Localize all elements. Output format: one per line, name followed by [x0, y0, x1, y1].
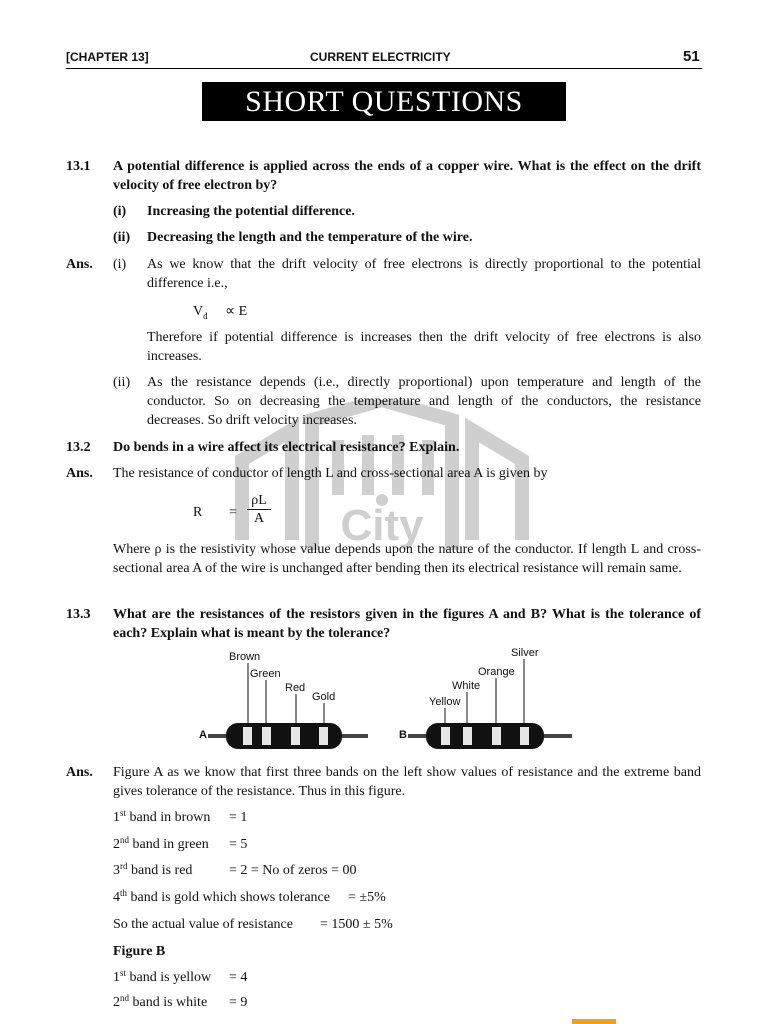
svg-text:City: City — [340, 501, 424, 550]
band-line — [113, 888, 330, 907]
sub-number: (ii) — [113, 375, 131, 390]
ordinal-suffix: th — [120, 888, 128, 898]
ordinal: 1 — [113, 970, 120, 985]
answer-label: Ans. — [66, 466, 93, 481]
band-value: = 1 — [229, 810, 248, 825]
sub-number: (i) — [113, 257, 127, 272]
question-text: A potential difference is applied across the ends of a copper wire. What is the effect on the drift velocity of free electron by? — [113, 159, 701, 193]
band-description: band in green — [132, 837, 209, 852]
sub-question: Increasing the potential difference. — [147, 204, 355, 219]
band-label-silver: Silver — [511, 647, 539, 659]
band-description: band is yellow — [129, 970, 212, 985]
question-number: 13.3 — [66, 607, 91, 622]
band-description: band in brown — [129, 810, 211, 825]
band-value: = ±5% — [348, 890, 386, 905]
question-number: 13.2 — [66, 440, 91, 455]
fraction-numerator: ρL — [247, 492, 271, 510]
running-title: CURRENT ELECTRICITY — [310, 50, 451, 64]
band-value: = 5 — [229, 837, 248, 852]
formula-equals: = — [229, 505, 237, 520]
band-label-white: White — [452, 680, 481, 692]
band-line — [113, 808, 210, 827]
band-label-green: Green — [250, 668, 281, 680]
ordinal: 3 — [113, 863, 120, 878]
ordinal-suffix: st — [120, 808, 127, 818]
question-text: Do bends in a wire affect its electrical resistance? Explain. — [113, 440, 460, 455]
answer-text: As the resistance depends (i.e., directly proportional) upon temperature and length of the conductor. So on decreasing the temperature and length of the conductors, the resistance decreases. So drift velocity increases. — [147, 375, 701, 428]
ordinal: 4 — [113, 890, 120, 905]
band-value: = 9 — [229, 995, 248, 1010]
figure-a-label: A — [199, 729, 207, 741]
band-description: band is white — [132, 995, 208, 1010]
resistor-band — [520, 727, 529, 745]
section-title: SHORT QUESTIONS — [202, 82, 566, 121]
resistor-band — [291, 727, 300, 745]
resistor-band — [319, 727, 328, 745]
corner-decoration — [572, 1019, 616, 1024]
figure-b-label: B — [399, 729, 407, 741]
band-line — [113, 835, 209, 854]
band-value: = 4 — [229, 970, 248, 985]
band-label-orange: Orange — [478, 666, 515, 678]
sub-number: (ii) — [113, 230, 131, 245]
answer-label: Ans. — [66, 765, 93, 780]
band-line — [113, 993, 207, 1012]
ordinal: 2 — [113, 837, 120, 852]
band-description: band is gold which shows tolerance — [130, 890, 330, 905]
ordinal-suffix: nd — [120, 993, 129, 1003]
result-label: So the actual value of resistance — [113, 917, 293, 932]
fraction-denominator: A — [253, 511, 265, 526]
band-line — [113, 861, 192, 880]
sub-number: (i) — [113, 204, 127, 219]
answer-label: Ans. — [66, 257, 93, 272]
resistor-b — [408, 723, 572, 749]
band-line — [113, 968, 211, 987]
figure-b-heading: Figure B — [113, 944, 166, 959]
ordinal: 1 — [113, 810, 120, 825]
chapter-label: [CHAPTER 13] — [66, 50, 149, 64]
band-label-brown: Brown — [229, 651, 261, 663]
question-number: 13.1 — [66, 159, 91, 174]
formula-subscript: d — [203, 310, 208, 321]
page-number: 51 — [683, 48, 700, 65]
resistor-a — [208, 723, 368, 749]
resistor-band — [243, 727, 252, 745]
answer-text: Where ρ is the resistivity whose value depends upon the nature of the conductor. If length L and cross-sectional area A of the wire is unchanged after bending then its electrical resistance will remain same. — [113, 542, 701, 576]
band-label-yellow: Yellow — [429, 696, 461, 708]
resistor-band — [441, 727, 450, 745]
resistor-band — [492, 727, 501, 745]
resistor-band — [463, 727, 472, 745]
ordinal-suffix: rd — [120, 861, 128, 871]
band-description: band is red — [131, 863, 193, 878]
band-value: = 2 = No of zeros = 00 — [229, 863, 357, 878]
formula-relation: ∝ E — [225, 304, 248, 319]
formula-variable: R — [193, 505, 203, 520]
answer-text: Therefore if potential difference is increases then the drift velocity of free electrons is also increases. — [147, 330, 701, 364]
question-text: What are the resistances of the resistors given in the figures A and B? What is the tolerance of each? Explain what is meant by the tolerance? — [113, 607, 701, 641]
band-label-red: Red — [285, 682, 306, 694]
answer-text: Figure A as we know that first three bands on the left show values of resistance and the extreme band gives tolerance of the resistance. Thus in this figure. — [113, 765, 701, 799]
ordinal-suffix: st — [120, 968, 127, 978]
band-label-gold: Gold — [312, 691, 336, 703]
ordinal-suffix: nd — [120, 835, 129, 845]
formula-variable: V — [193, 304, 204, 319]
answer-text: The resistance of conductor of length L and cross-sectional area A is given by — [113, 466, 548, 481]
result-value: = 1500 ± 5% — [320, 917, 393, 932]
answer-text: As we know that the drift velocity of free electrons is directly proportional to the potential difference i.e., — [147, 257, 701, 291]
sub-question: Decreasing the length and the temperature of the wire. — [147, 230, 473, 245]
ordinal: 2 — [113, 995, 120, 1010]
resistor-band — [262, 727, 271, 745]
